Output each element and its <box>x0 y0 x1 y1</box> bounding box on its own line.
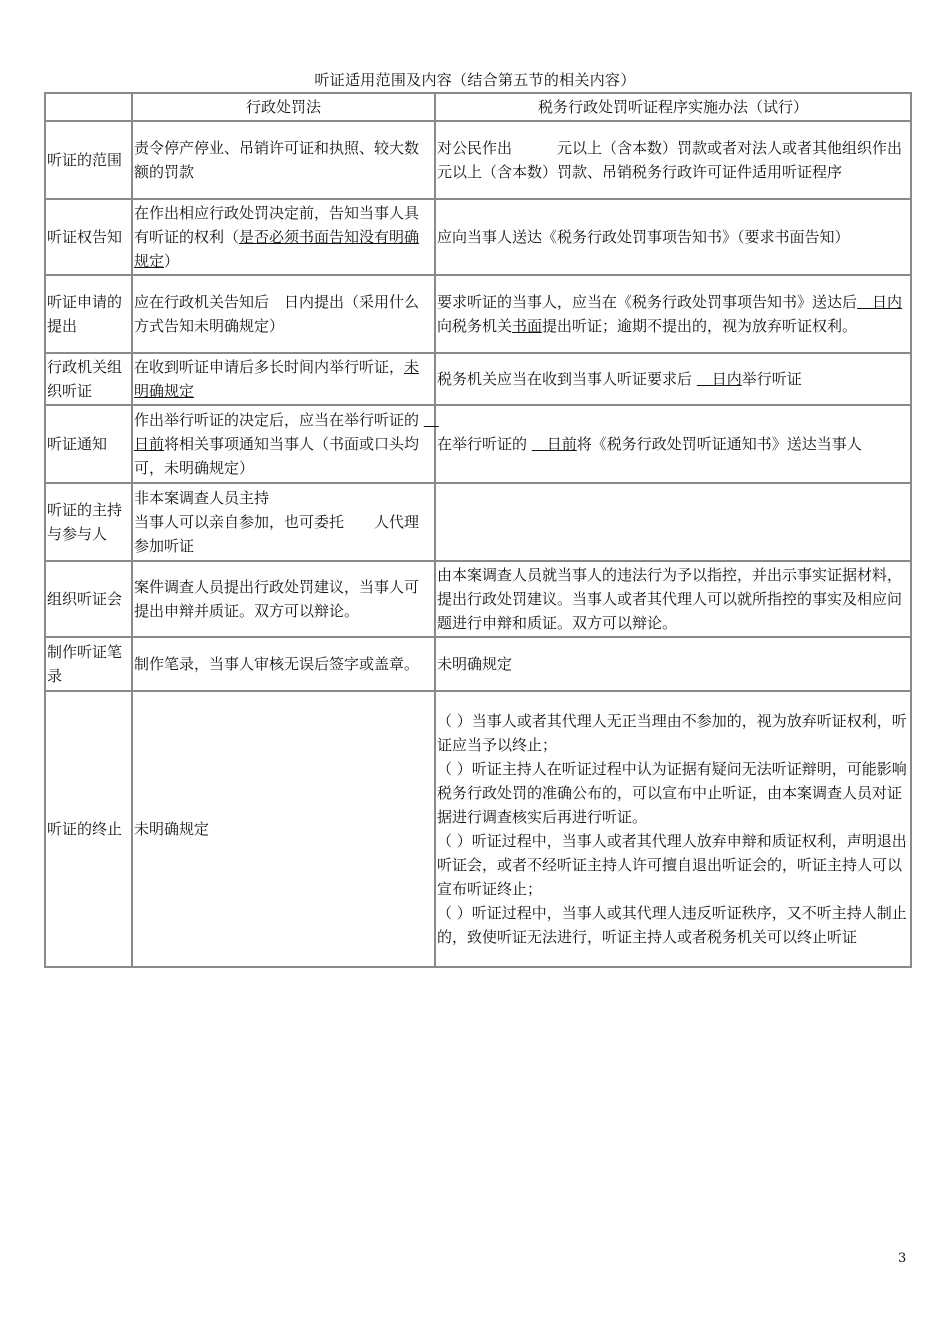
cell-text: 要求听证的当事人，应当在《税务行政处罚事项告知书》送达后 <box>437 293 858 311</box>
row-label: 听证权告知 <box>45 199 132 275</box>
row-label: 听证通知 <box>45 405 132 483</box>
row-label: 听证的范围 <box>45 121 132 199</box>
row-label: 听证的主持与参与人 <box>45 483 132 561</box>
cell-text: 将相关事项通知当事人（书面或口头均可，未明确规定） <box>134 435 420 477</box>
table-row <box>45 199 911 275</box>
cell-text: 提出听证；逾期不提出的，视为放弃听证权利。 <box>542 317 858 335</box>
tax-cell: 由本案调查人员就当事人的违法行为予以指控，并出示事实证据材料，提出行政处罚建议。当事人或者其代理人可以就所指控的事实及相应问题进行申辩和质证。双方可以辩论。 <box>435 561 911 637</box>
termination-item: （ ）听证主持人在听证过程中认为证据有疑问无法听证辩明，可能影响税务行政处罚的准确公布的，可以宣布中止听证，由本案调查人员对证据进行调查核实后再进行听证。 <box>437 760 907 826</box>
page-title: 听证适用范围及内容（结合第五节的相关内容） <box>314 71 636 89</box>
table-row <box>45 691 911 967</box>
header-empty-cell <box>45 93 132 121</box>
underlined-written: 书面 <box>512 317 543 335</box>
underlined-note: 是否必须书面告知没有明确规定 <box>134 228 420 270</box>
table-row <box>45 275 911 353</box>
law-cell: 案件调查人员提出行政处罚建议，当事人可提出申辩并质证。双方可以辩论。 <box>132 561 435 637</box>
termination-item: （ ）听证过程中，当事人或其代理人违反听证秩序，又不听主持人制止的，致使听证无法进行，听证主持人或者税务机关可以终止听证 <box>437 904 907 946</box>
page-number: 3 <box>898 1251 907 1266</box>
underlined-days: 日前 <box>134 411 439 453</box>
tax-cell <box>435 691 911 967</box>
header-administrative-penalty-law: 行政处罚法 <box>132 93 435 121</box>
tax-cell: 应向当事人送达《税务行政处罚事项告知书》（要求书面告知） <box>435 199 911 275</box>
cell-text: ） <box>164 252 180 270</box>
table-row <box>45 405 911 483</box>
cell-text: 举行听证 <box>741 370 802 388</box>
cell-text: 作出举行听证的决定后，应当在举行听证的 <box>134 411 424 429</box>
cell-text: 向税务机关 <box>437 317 513 335</box>
law-cell: 责令停产停业、吊销许可证和执照、较大数额的罚款 <box>132 121 435 199</box>
underlined-days: 日内 <box>857 293 903 311</box>
row-label: 制作听证笔录 <box>45 637 132 691</box>
law-cell: 未明确规定 <box>132 691 435 967</box>
cell-text: 在收到听证申请后多长时间内举行听证， <box>134 358 405 376</box>
cell-text: 将《税务行政处罚听证通知书》送达当事人 <box>576 435 862 453</box>
tax-cell <box>435 405 911 483</box>
underlined-days: 日前 <box>531 435 577 453</box>
underlined-days: 日内 <box>696 370 742 388</box>
table-row <box>45 637 911 691</box>
cell-text: 在作出相应行政处罚决定前，告知当事人具有听证的权利（ <box>134 204 420 246</box>
law-cell <box>132 483 435 561</box>
hearing-comparison-table <box>44 92 948 968</box>
tax-cell: 未明确规定 <box>435 637 911 691</box>
law-cell: 应在行政机关告知后 日内提出（采用什么方式告知未明确规定） <box>132 275 435 353</box>
law-cell <box>132 353 435 405</box>
tax-cell: 对公民作出 元以上（含本数）罚款或者对法人或者其他组织作出 元以上（含本数）罚款、吊销税务行政许可证件适用听证程序 <box>435 121 911 199</box>
underlined-note: 未明确规定 <box>134 358 420 400</box>
tax-cell <box>435 275 911 353</box>
tax-cell <box>435 353 911 405</box>
table-header-row <box>45 93 911 121</box>
cell-text: 当事人可以亲自参加，也可委托 人代理参加听证 <box>134 513 420 555</box>
row-label: 组织听证会 <box>45 561 132 637</box>
table-row <box>45 353 911 405</box>
table-row <box>45 483 911 561</box>
termination-item: （ ）听证过程中，当事人或者其代理人放弃申辩和质证权利，声明退出听证会，或者不经听证主持人许可擅自退出听证会的，听证主持人可以宣布听证终止； <box>437 832 907 898</box>
table-row <box>45 561 911 637</box>
termination-item: （ ）当事人或者其代理人无正当理由不参加的，视为放弃听证权利，听证应当予以终止； <box>437 712 907 754</box>
tax-cell <box>435 483 911 561</box>
row-label: 行政机关组织听证 <box>45 353 132 405</box>
table-row <box>45 121 911 199</box>
law-cell: 制作笔录，当事人审核无误后签字或盖章。 <box>132 637 435 691</box>
row-label: 听证的终止 <box>45 691 132 967</box>
cell-text: 在举行听证的 <box>437 435 532 453</box>
row-label: 听证申请的提出 <box>45 275 132 353</box>
law-cell <box>132 405 439 483</box>
cell-text: 税务机关应当在收到当事人听证要求后 <box>437 370 697 388</box>
cell-line: 非本案调查人员主持 <box>134 489 270 507</box>
law-cell <box>132 199 435 275</box>
header-tax-hearing-measures: 税务行政处罚听证程序实施办法（试行） <box>435 93 911 121</box>
